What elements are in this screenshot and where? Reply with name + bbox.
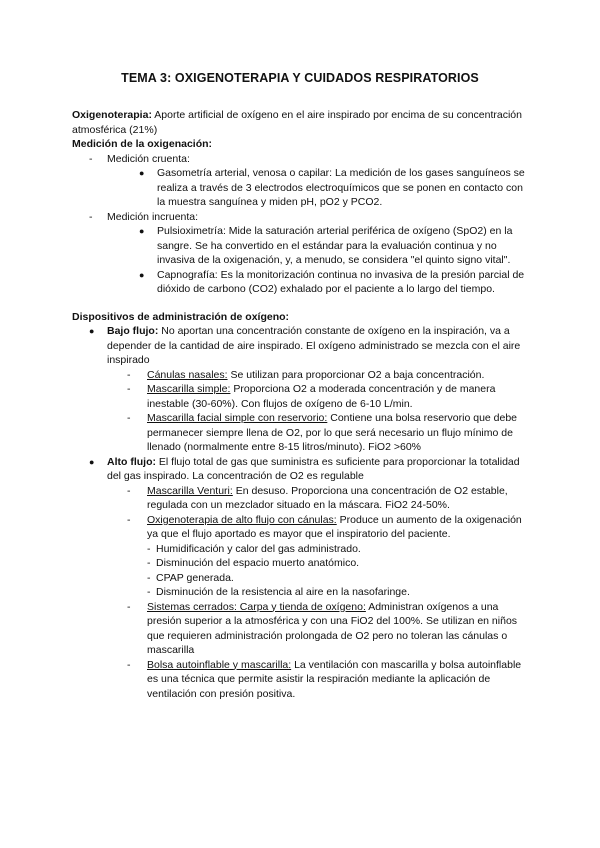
list-item: - CPAP generada. [72,571,530,586]
definition-term: Oxigenoterapia: [72,109,152,121]
list-item-text: Pulsioximetría: Mide la saturación arterial periférica de oxígeno (SpO2) en la sangre. Se ha convertido en el estándar para la evaluación continua y no invasiva de la oxigenación, y, a menudo, se considera "el quinto signo vital". [157,225,513,266]
list-item-label: Medición incruenta: [107,210,199,223]
benefit-text: Disminución de la resistencia al aire en la nasofaringe. [156,586,410,598]
list-item: ● Bajo flujo: No aportan una concentración constante de oxígeno en la inspiración, va a depender de la cantidad de aire inspirado. El oxígeno administrado se mezcla con el aire inspirado [89,325,521,366]
page-title: TEMA 3: OXIGENOTERAPIA Y CUIDADOS RESPIRATORIOS [121,71,479,85]
benefit-text: Humidificación y calor del gas administrado. [156,542,361,555]
list-item-text: Capnografía: Es la monitorización continua no invasiva de la presión parcial de dióxido de carbono (CO2) exhalado por el paciente a lo largo del tiempo. [157,268,525,295]
device-name: Bolsa autoinflable y mascarilla: [147,658,292,671]
list-item-text: Gasometría arterial, venosa o capilar: La medición de los gases sanguíneos se realiza a través de 3 electrodos electroquímicos que se ponen en contacto con la muestra sanguínea y miden pH, pO2 y PCO2. [157,167,525,208]
list-item: - Cánulas nasales: Se utilizan para proporcionar O2 a baja concentración. [127,368,485,381]
list-item: - Disminución de la resistencia al aire en la nasofaringe. [72,585,530,600]
device-text: Proporciona O2 a moderada concentración y de manera inestable (30-60%). Con flujos de oxígeno de 6-10 L/min. [147,383,496,410]
list-item: ● Gasometría arterial, venosa o capilar: La medición de los gases sanguíneos se realiza a través de 3 electrodos electroquímicos que se ponen en contacto con la muestra sanguínea y miden pH, pO2 y PCO2. [139,167,525,208]
benefit-text: Disminución del espacio muerto anatómico. [156,557,360,569]
device-name: Sistemas cerrados: Carpa y tienda de oxígeno: [147,600,366,613]
list-item-label: Medición cruenta: [107,152,190,165]
list-item: - Mascarilla simple: Proporciona O2 a moderada concentración y de manera inestable (30-60%). Con flujos de oxígeno de 6-10 L/min. [127,383,496,410]
list-item-label: Bajo flujo: [107,325,159,337]
list-item: - Bolsa autoinflable y mascarilla: La ventilación con mascarilla y bolsa autoinflable es una técnica que permite asistir la respiración mediante la aplicación de ventilación con presión positiva. [127,658,522,700]
definition-text: Aporte artificial de oxígeno en el aire inspirado por encima de su concentración atmosférica (21%) [72,109,522,136]
device-text: Se utilizan para proporcionar O2 a baja concentración. [227,368,485,381]
list-item: ● Capnografía: Es la monitorización continua no invasiva de la presión parcial de dióxido de carbono (CO2) exhalado por el paciente a lo largo del tiempo. [139,268,525,295]
benefit-text: CPAP generada. [156,571,234,584]
list-item: - Disminución del espacio muerto anatómico. [72,556,530,571]
device-name: Oxigenoterapia de alto flujo con cánulas: [147,513,337,526]
device-name: Cánulas nasales: [147,368,228,381]
list-item: - Oxigenoterapia de alto flujo con cánulas: Produce un aumento de la oxigenación ya que el flujo aportado es mayor que el inspiratorio del paciente. [127,513,522,540]
device-text: La ventilación con mascarilla y bolsa autoinflable es una técnica que permite asistir la respiración mediante la aplicación de ventilación con presión positiva. [147,658,522,700]
list-item-text: No aportan una concentración constante de oxígeno en la inspiración, va a depender de la cantidad de aire inspirado. El oxígeno administrado se mezcla con el aire inspirado [107,325,521,366]
list-item: ● Alto flujo: El flujo total de gas que suministra es suficiente para proporcionar la totalidad del gas inspirado. La concentración de O2 es regulable [89,455,520,482]
device-text: Produce un aumento de la oxigenación ya que el flujo aportado es mayor que el inspiratorio del paciente. [147,513,522,540]
list-item-text: El flujo total de gas que suministra es suficiente para proporcionar la totalidad del gas inspirado. La concentración de O2 es regulable [107,455,520,482]
list-item: - Mascarilla facial simple con reservorio: Contiene una bolsa reservorio que debe permanecer siempre llena de O2, por lo que será necesario un flujo mínimo de llenado (normalmente entre 8-15 litros/minuto). FiO2 >60% [127,412,518,453]
device-text: Administran oxígenos a una presión superior a la atmosférica y con una FiO2 del 100%. Se utilizan en niños que requieren administración prolongada de O2 pero no toleran las cánulas o mascarilla [147,600,518,656]
list-item: - Sistemas cerrados: Carpa y tienda de oxígeno: Administran oxígenos a una presión superior a la atmosférica y con una FiO2 del 100%. Se utilizan en niños que requieren administración prolongada de O2 pero no toleran las cánulas o mascarilla [127,600,518,656]
device-text: En desuso. Proporciona una concentración de O2 estable, regulada con un mezclador situado en la máscara. FiO2 24-50%. [147,484,508,511]
device-text: Contiene una bolsa reservorio que debe permanecer siempre llena de O2, por lo que será necesario un flujo mínimo de llenado (normalmente entre 8-15 litros/minuto). FiO2 >60% [147,412,518,453]
list-item: - Mascarilla Venturi: En desuso. Proporciona una concentración de O2 estable, regulada con un mezclador situado en la máscara. FiO2 24-50%. [127,484,508,511]
device-name: Mascarilla Venturi: [147,484,233,497]
definition-paragraph [72,108,530,137]
list-item-label: Alto flujo: [107,455,156,468]
document-body [72,108,530,701]
device-name: Mascarilla facial simple con reservorio: [147,412,328,424]
list-item: - Medición cruenta: [89,152,190,165]
section-heading-medicion: Medición de la oxigenación: [72,138,213,150]
list-item: ● Pulsioximetría: Mide la saturación arterial periférica de oxígeno (SpO2) en la sangre. Se ha convertido en el estándar para la evaluación continua y no invasiva de la oxigenación, y, a menudo, se considera "el quinto signo vital". [139,225,513,266]
list-item: - Medición incruenta: [89,210,199,223]
device-name: Mascarilla simple: [147,383,231,395]
section-heading-dispositivos: Dispositivos de administración de oxígeno: [72,310,290,323]
list-item: - Humidificación y calor del gas administrado. [72,542,530,557]
